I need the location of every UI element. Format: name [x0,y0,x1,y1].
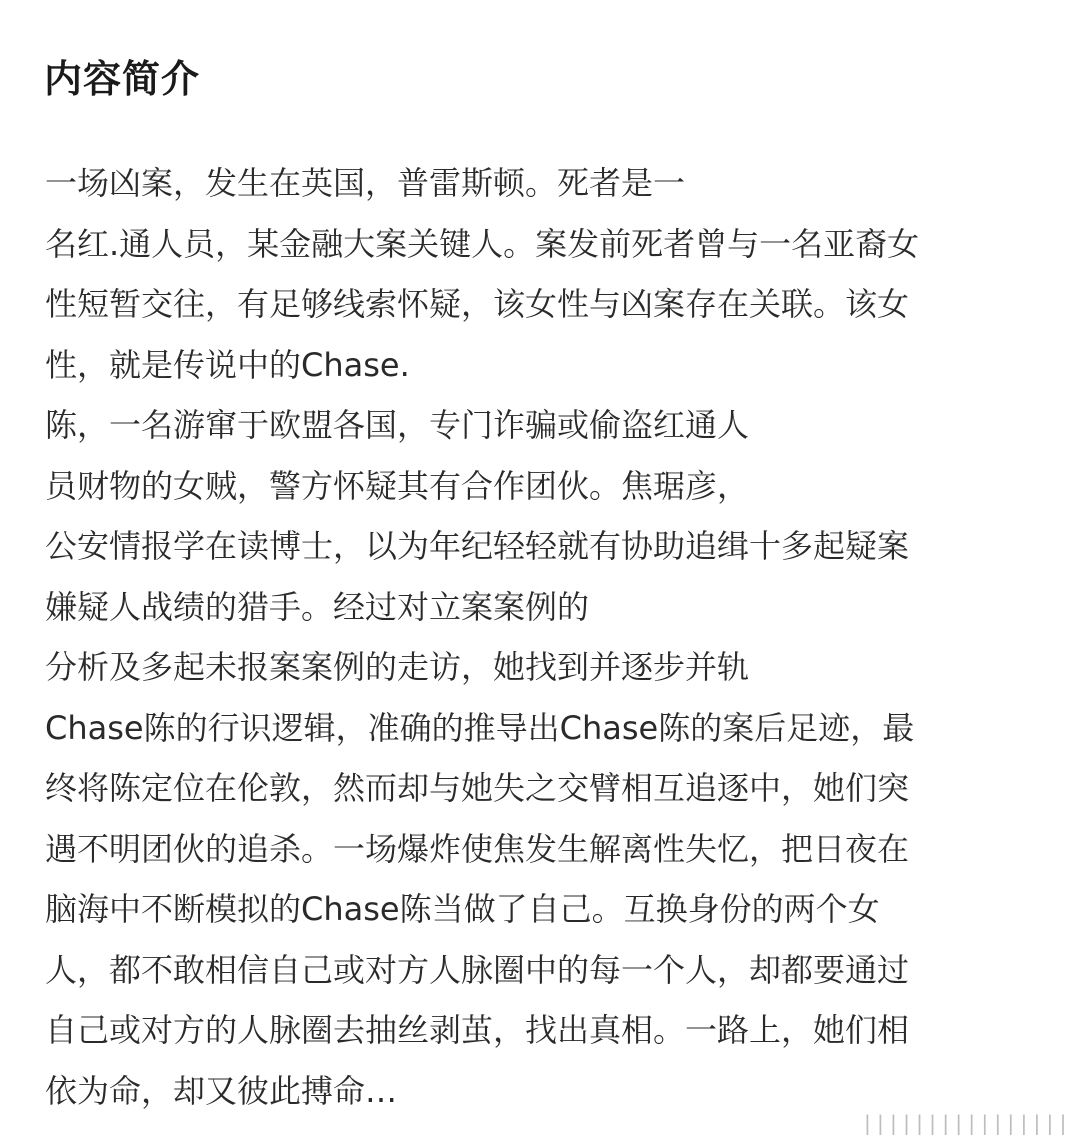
text-line: 名红.通人员，某金融大案关键人。案发前死者曾与一名亚裔女 [45,224,920,263]
text-line: 性，就是传说中的Chase. [45,345,410,384]
text-line: 脑海中不断模拟的Chase陈当做了自己。互换身份的两个女 [45,890,880,928]
section-title: 内容简介 [44,57,201,101]
text-line: 嫌疑人战绩的猎手。经过对立案案例的 [45,587,590,626]
text-line: 依为命，却又彼此搏命… [45,1071,398,1110]
text-line: 员财物的女贼，警方怀疑其有合作团伙。焦琚彦， [45,466,750,505]
text-line: 人，都不敢相信自己或对方人脉圈中的每一个人，却都要通过 [45,950,910,989]
text-line: 性短暂交往，有足够线索怀疑，该女性与凶案存在关联。该女 [45,285,910,323]
text-line: 分析及多起未报案案例的走访，她找到并逐步并轨 [45,648,750,686]
text-line: Chase陈的行识逻辑，准确的推导出Chase陈的案后足迹，最 [45,708,915,747]
text-line: 陈，一名游窜于欧盟各国，专门诈骗或偷盗红通人 [45,406,750,444]
text-line: 公安情报学在读博士，以为年纪轻轻就有协助追缉十多起疑案 [45,527,910,565]
text-line: 遇不明团伙的追杀。一场爆炸使焦发生解离性失忆，把日夜在 [45,829,910,868]
watermark-mark: |||||||||||||||| [861,1111,1070,1135]
text-line: 终将陈定位在伦敦，然而却与她失之交臂相互追逐中，她们突 [45,769,910,807]
text-line: 自己或对方的人脉圈去抽丝剥茧，找出真相。一路上，她们相 [45,1011,910,1049]
text-line: 一场凶案，发生在英国，普雷斯顿。死者是一 [45,164,686,202]
synopsis-text [45,153,1035,1121]
